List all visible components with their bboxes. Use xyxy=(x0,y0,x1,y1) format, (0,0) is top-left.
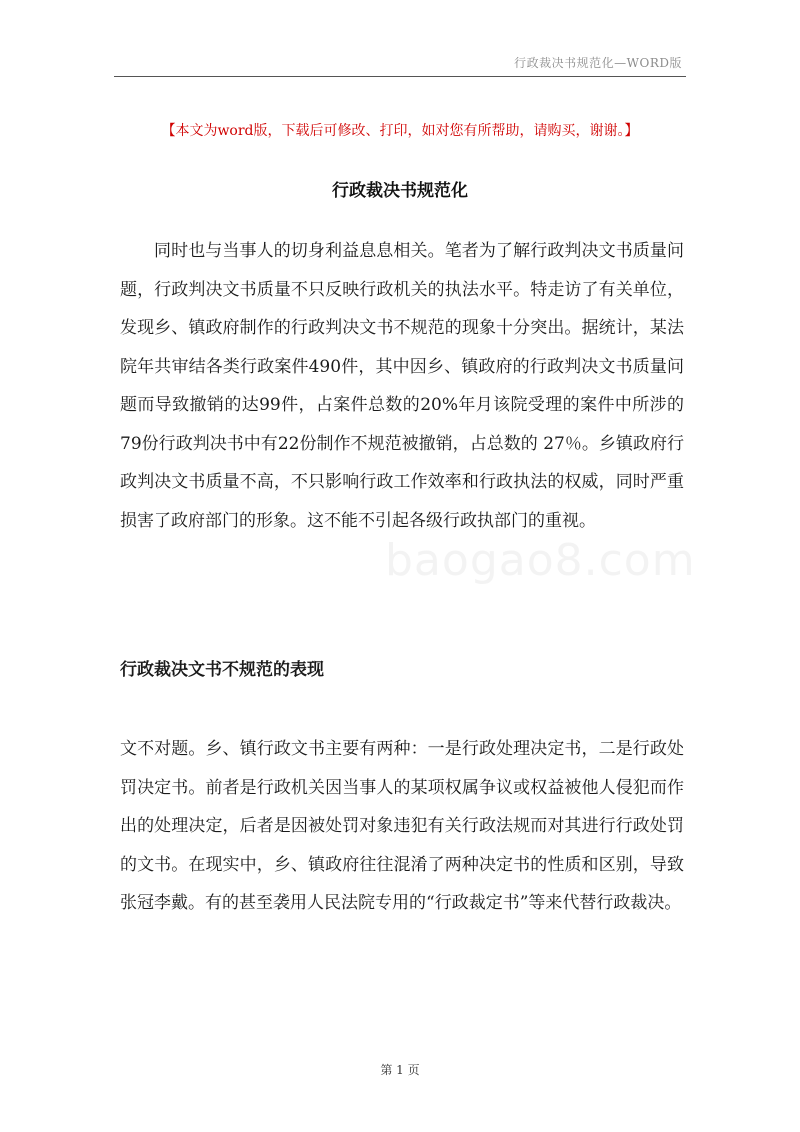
page-number: 第 1 页 xyxy=(380,1063,420,1077)
watermark: baogao8.com xyxy=(385,535,696,586)
paragraph-1-text: 同时也与当事人的切身利益息息相关。笔者为了解行政判决文书质量问题，行政判决文书质量不只反映行政机关的执法水平。特走访了有关单位，发现乡、镇政府制作的行政判决文书不规范的现象十分突出。据统计，某法院年共审结各类行政案件490件，其中因乡、镇政府的行政判决文书质量问题而导致撤销的达99件，占案件总数的20%年月该院受理的案件中所涉的79份行政判决书中有22份制作不规范被撤销，占总数的 27％。乡镇政府行政判决文书质量不高，不只影响行政工作效率和行政执法的权威，同时严重损害了政府部门的形象。这不能不引起各级行政执部门的重视。 xyxy=(120,241,684,531)
section-heading: 行政裁决文书不规范的表现 xyxy=(120,660,324,680)
body-paragraph-2: 文不对题。乡、镇行政文书主要有两种：一是行政处理决定书，二是行政处罚决定书。前者是行政机关因当事人的某项权属争议或权益被他人侵犯而作出的处理决定，后者是因被处罚对象违犯有关行政法规而对其进行行政处罚的文书。在现实中，乡、镇政府往往混淆了两种决定书的性质和区别，导致张冠李戴。有的甚至袭用人民法院专用的“行政裁定书”等来代替行政裁决。 xyxy=(120,739,684,913)
body-paragraph-1 xyxy=(120,232,684,540)
document-title: 行政裁决书规范化 xyxy=(332,181,468,201)
running-header: 行政裁决书规范化—WORD版 xyxy=(514,56,682,70)
header-divider xyxy=(114,76,686,77)
purchase-notice: 【本文为word版，下载后可修改、打印，如对您有所帮助，请购买，谢谢。】 xyxy=(161,123,639,139)
